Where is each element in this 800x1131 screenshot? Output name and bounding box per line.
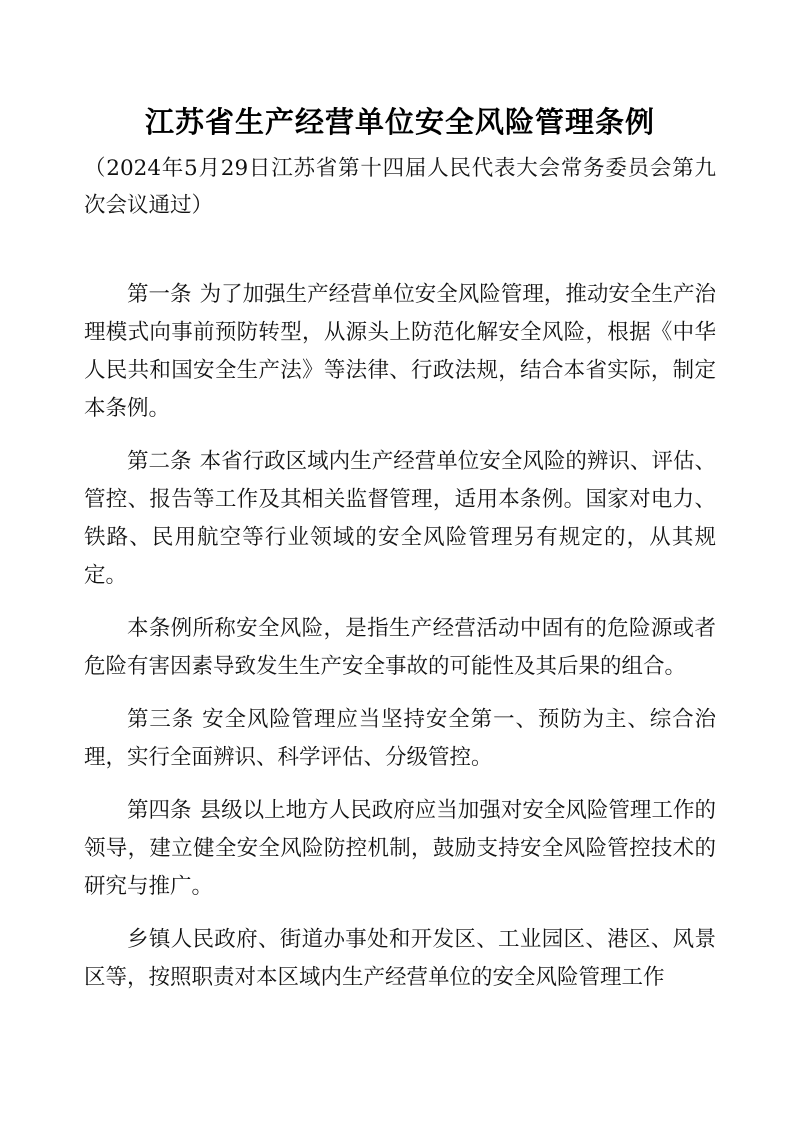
- paragraph-text: 乡镇人民政府、街道办事处和开发区、工业园区、港区、风景区等，按照职责对本区域内生产经营单位的安全风险管理工作: [84, 927, 716, 990]
- article-number: 第一条: [127, 282, 192, 307]
- paragraph-text: 安全风险管理应当坚持安全第一、预防为主、综合治理，实行全面辨识、科学评估、分级管控。: [84, 707, 716, 770]
- paragraph-article-4-townships: [84, 921, 716, 997]
- paragraph-article-2: [84, 443, 716, 595]
- document-body: [84, 276, 716, 1012]
- paragraph-article-1: [84, 276, 716, 428]
- article-number: 第二条: [127, 449, 192, 474]
- paragraph-text: 县级以上地方人民政府应当加强对安全风险管理工作的领导，建立健全安全风险防控机制，鼓励支持安全风险管控技术的研究与推广。: [84, 798, 716, 899]
- article-number: 第四条: [127, 798, 192, 823]
- document-title: 江苏省生产经营单位安全风险管理条例: [144, 105, 655, 139]
- paragraph-text: 本省行政区域内生产经营单位安全风险的辨识、评估、管控、报告等工作及其相关监督管理，适用本条例。国家对电力、铁路、民用航空等行业领域的安全风险管理另有规定的，从其规定。: [84, 449, 716, 588]
- paragraph-article-2-definition: [84, 610, 716, 686]
- paragraph-article-4: [84, 792, 716, 906]
- document-subtitle: （2024年5月29日江苏省第十四届人民代表大会常务委员会第九次会议通过）: [84, 156, 716, 218]
- article-number: 第三条: [127, 707, 195, 732]
- paragraph-text: 为了加强生产经营单位安全风险管理，推动安全生产治理模式向事前预防转型，从源头上防范化解安全风险，根据《中华人民共和国安全生产法》等法律、行政法规，结合本省实际，制定本条例。: [84, 282, 716, 421]
- paragraph-article-3: [84, 701, 716, 777]
- paragraph-text: 本条例所称安全风险，是指生产经营活动中固有的危险源或者危险有害因素导致发生生产安全事故的可能性及其后果的组合。: [84, 616, 716, 679]
